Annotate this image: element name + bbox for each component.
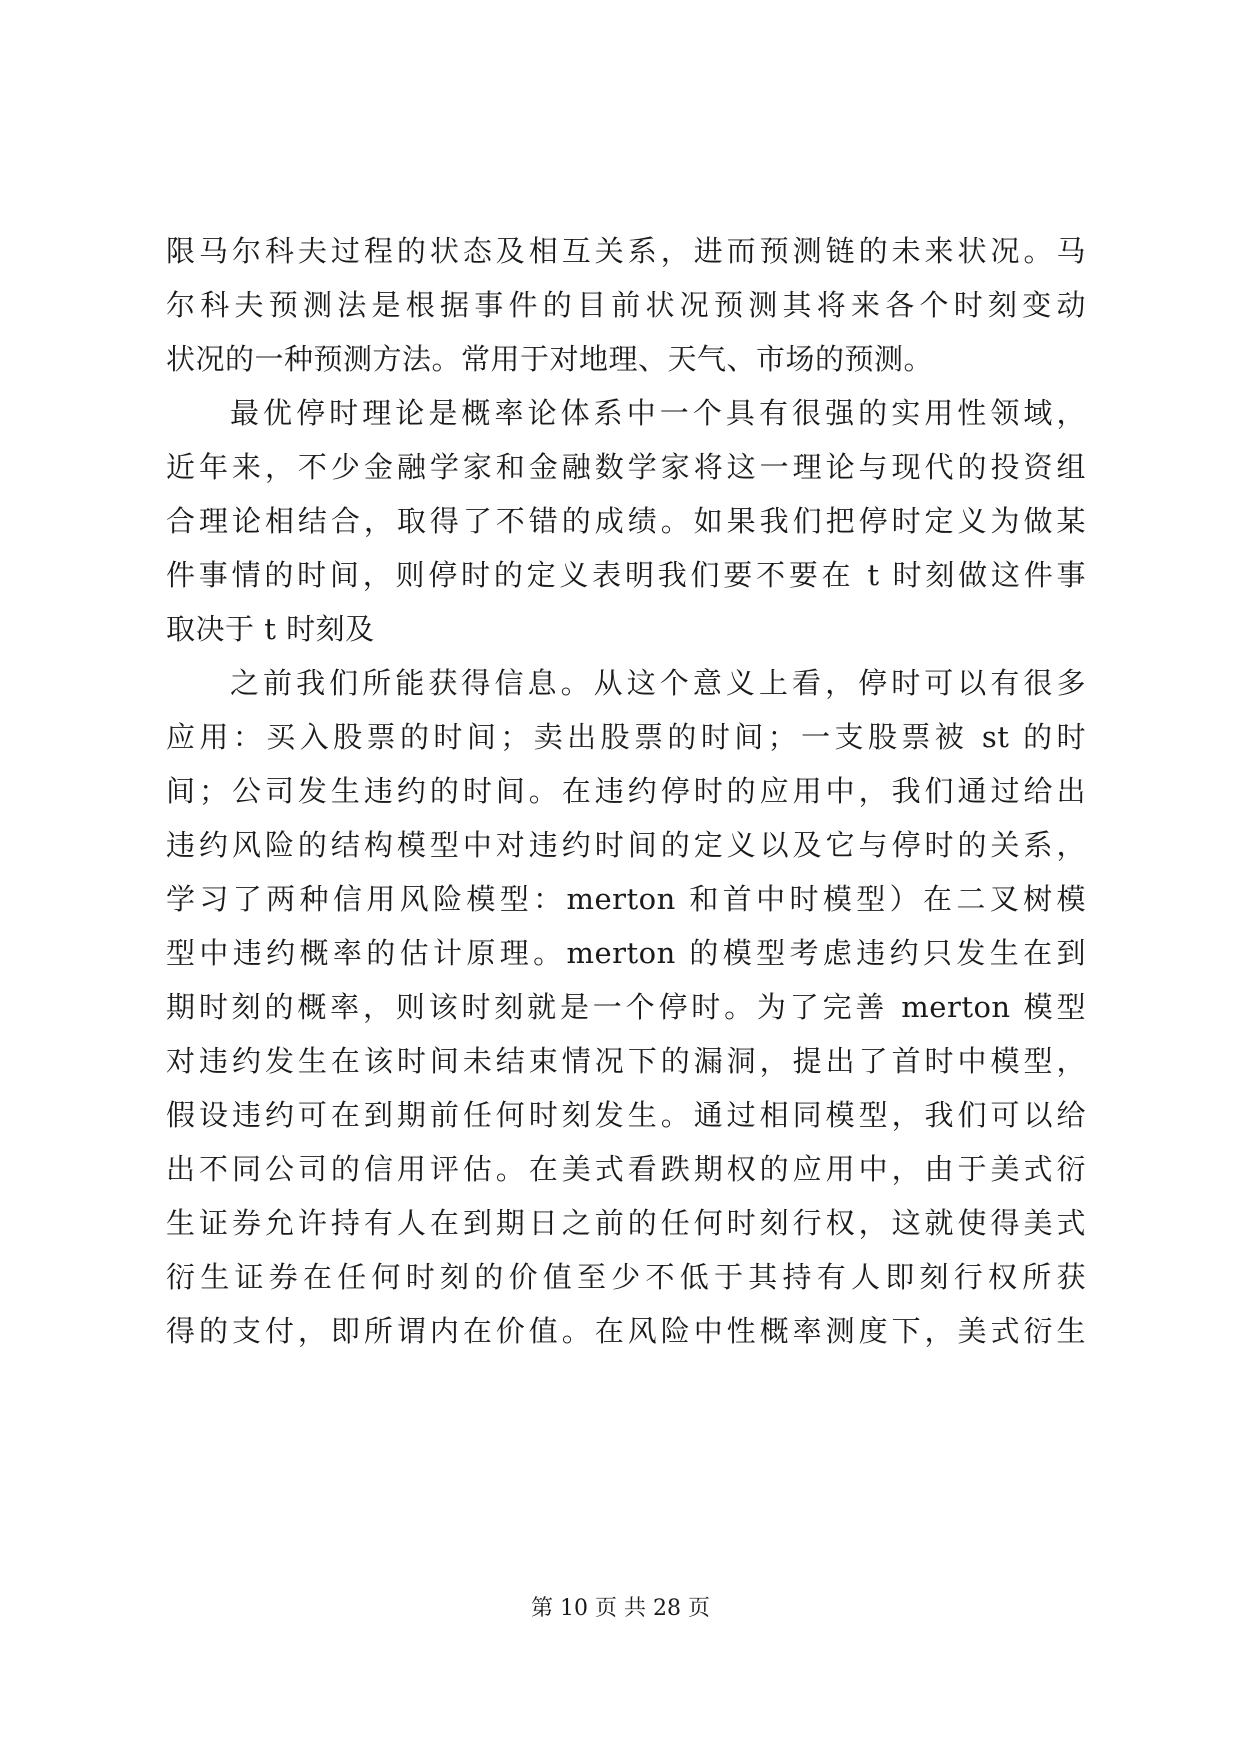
text-line: 对违约发生在该时间未结束情况下的漏洞，提出了首时中模型， [166,1044,1086,1078]
text-line: 尔科夫预测法是根据事件的目前状况预测其将来各个时刻变动 [166,288,1086,322]
text-line: 衍生证券在任何时刻的价值至少不低于其持有人即刻行权所获 [166,1260,1086,1294]
text-line: 违约风险的结构模型中对违约时间的定义以及它与停时的关系， [166,828,1086,862]
text-line: 近年来，不少金融学家和金融数学家将这一理论与现代的投资组 [166,450,1086,484]
text-line: 间；公司发生违约的时间。在违约停时的应用中，我们通过给出 [166,774,1086,808]
text-line: 型中违约概率的估计原理。merton 的模型考虑违约只发生在到 [166,936,1086,970]
text-line: 件事情的时间，则停时的定义表明我们要不要在 t 时刻做这件事 [166,558,1086,592]
text-line: 出不同公司的信用评估。在美式看跌期权的应用中，由于美式衍 [166,1152,1086,1186]
page-number-footer: 第 10 页 共 28 页 [531,1596,710,1621]
text-line: 学习了两种信用风险模型：merton 和首中时模型）在二叉树模 [166,882,1086,916]
text-line: 合理论相结合，取得了不错的成绩。如果我们把停时定义为做某 [166,504,1086,538]
text-line: 生证券允许持有人在到期日之前的任何时刻行权，这就使得美式 [166,1206,1086,1240]
text-line: 状况的一种预测方法。常用于对地理、天气、市场的预测。 [166,342,934,376]
text-line: 得的支付，即所谓内在价值。在风险中性概率测度下，美式衍生 [166,1314,1086,1348]
text-line: 期时刻的概率，则该时刻就是一个停时。为了完善 merton 模型 [166,990,1086,1024]
text-line: 限马尔科夫过程的状态及相互关系，进而预测链的未来状况。马 [166,234,1086,268]
text-line: 假设违约可在到期前任何时刻发生。通过相同模型，我们可以给 [166,1098,1086,1132]
text-line: 之前我们所能获得信息。从这个意义上看，停时可以有很多 [230,666,1086,700]
text-line: 取决于 t 时刻及 [166,612,375,646]
text-line: 应用：买入股票的时间；卖出股票的时间；一支股票被 st 的时 [166,720,1086,754]
text-line: 最优停时理论是概率论体系中一个具有很强的实用性领域， [230,396,1086,430]
body-text [166,224,1086,1358]
